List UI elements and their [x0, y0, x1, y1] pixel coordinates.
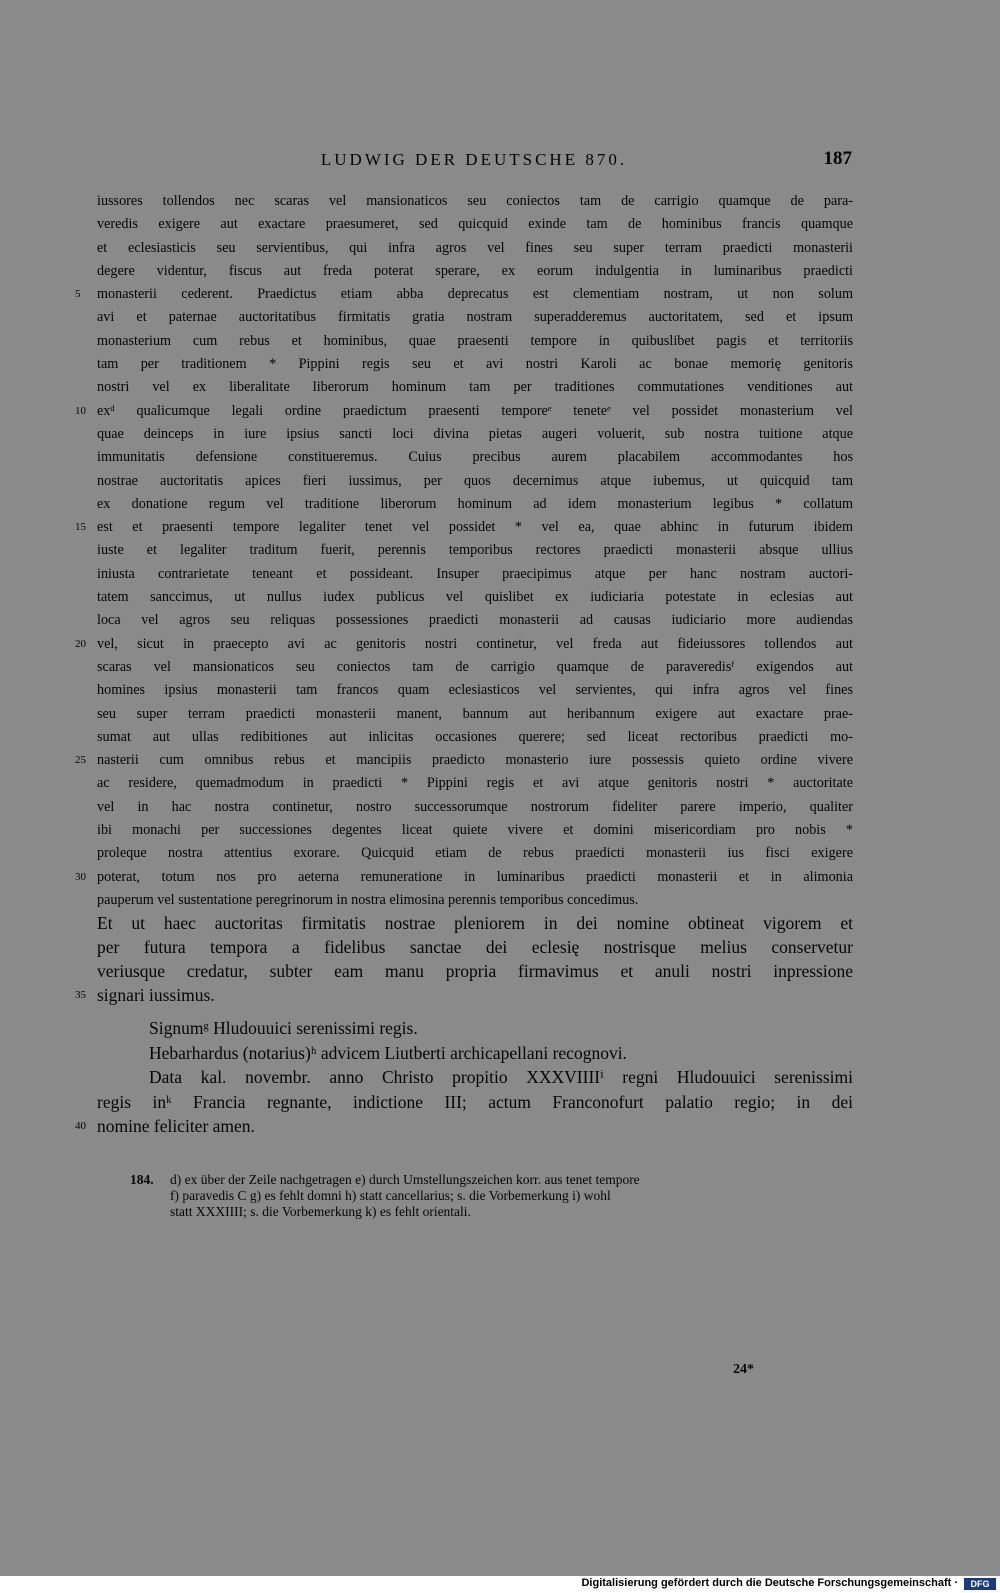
- dfg-logo: DFG: [964, 1578, 996, 1590]
- corroboration-line: [97, 936, 853, 960]
- text-line: [97, 330, 853, 353]
- text-line: [75, 516, 853, 539]
- text-line: [97, 819, 853, 842]
- corroboration-line-content: signari iussimus.: [97, 984, 215, 1005]
- text-line: [97, 470, 853, 493]
- text-line: [97, 260, 853, 283]
- text-line-content: sumat aut ullas redibitiones aut inlicitas occasiones querere; sed liceat rectoribus praedicti mo-: [97, 728, 853, 745]
- text-line-content: iussores tollendos nec scaras vel mansionaticos seu coniectos tam de carrigio quamque de para-: [97, 193, 853, 209]
- text-line-content: nasterii cum omnibus rebus et mancipiis praedicto monasterio iure possessis quieto ordine vivere: [97, 752, 853, 769]
- funding-banner: [0, 1576, 1000, 1593]
- text-line-content: immunitatis defensione constitueremus. Cuius precibus aurem placabilem accommodantes hos: [97, 449, 853, 466]
- text-line-content: tam per traditionem * Pippini regis seu et avi nostri Karoli ac bonae memorię genitoris: [97, 356, 853, 373]
- text-line-content: quae deinceps in iure ipsius sancti loci divina pietas augeri voluerit, sub nostra tuitione atque: [97, 425, 853, 442]
- text-line-content: proleque nostra attentius exorare. Quicquid etiam de rebus praedicti monasterii ius fisci exigere: [97, 845, 853, 862]
- text-line-content: pauperum vel sustentatione peregrinorum in nostra elimosina perennis temporibus concedimus.: [97, 891, 639, 908]
- text-line-content: nostrae auctoritatis apices fieri iussimus, per quos decernimus atque iubemus, ut quicquid tam: [97, 472, 853, 489]
- line-number: 20: [75, 637, 86, 650]
- running-title: LUDWIG DER DEUTSCHE 870.: [320, 150, 628, 169]
- text-line: [97, 703, 853, 726]
- line-number: 10: [75, 404, 86, 417]
- signature-block: [75, 1016, 853, 1139]
- text-line-content: et eclesiasticis seu servientibus, qui infra agros vel fines seu super terram praedicti monasterii: [97, 239, 853, 256]
- text-line: [97, 563, 853, 586]
- footnote-text: f) paravedis C g) es fehlt domni h) statt cancellarius; s. die Vorbemerkung i) wohl: [170, 1188, 611, 1203]
- text-line-content: poterat, totum nos pro aeterna remuneratione in luminaribus praedicti monasterii et in alimonia: [97, 868, 853, 885]
- corroboration-line: [97, 960, 853, 984]
- footnote-document-number: 184.: [130, 1172, 154, 1187]
- text-line: [97, 213, 853, 236]
- text-line: [97, 772, 853, 795]
- text-line: [97, 237, 853, 260]
- text-line-content: degere videntur, fiscus aut freda poterat sperare, ex eorum indulgentia in luminaribus praedicti: [97, 262, 853, 279]
- line-number: 30: [75, 870, 86, 883]
- text-line: [97, 493, 853, 516]
- text-line-content: seu super terram praedicti monasterii manent, bannum aut heribannum exigere aut exactare prae-: [97, 705, 853, 722]
- footnote-row: [130, 1172, 854, 1188]
- corroboration-line-content: veriusque credatur, subter eam manu propria firmavimus et anuli nostri inpressione: [97, 960, 853, 981]
- text-line: [97, 679, 853, 702]
- text-line-content: ibi monachi per successiones degentes liceat quiete vivere et domini misericordiam pro nobis *: [97, 822, 853, 839]
- text-line: [97, 190, 853, 213]
- text-line: [97, 539, 853, 562]
- corroboration-line-content: per futura tempora a fidelibus sanctae dei eclesię nostrisque melius conservetur: [97, 937, 853, 957]
- footnote-row: [130, 1188, 854, 1204]
- footnote-row: [130, 1204, 854, 1220]
- line-number: 40: [75, 1120, 86, 1132]
- text-line: [97, 353, 853, 376]
- line-number: 5: [75, 288, 81, 301]
- text-line: [97, 726, 853, 749]
- text-line-content: avi et paternae auctoritatibus firmitatis gratia nostram superadderemus auctoritatem, sed et ipsum: [97, 309, 853, 326]
- footnote-text: statt XXXIIII; s. die Vorbemerkung k) es fehlt orientali.: [170, 1204, 471, 1219]
- charter-text: [75, 190, 853, 1007]
- text-line-content: monasterii cederent. Praedictus etiam abba deprecatus est clementiam nostram, ut non solum: [97, 286, 853, 303]
- text-line-content: ac residere, quemadmodum in praedicti * Pippini regis et avi atque genitoris nostri * auctoritate: [97, 775, 853, 792]
- text-line-content: iniusta contrarietate teneant et possideant. Insuper praecipimus atque per hanc nostram auctori-: [97, 565, 853, 582]
- text-line-content: vel in hac nostra continetur, nostro successorumque nostrorum fideliter parere imperio, qualiter: [97, 798, 853, 815]
- printer-signature-mark: 24*: [733, 1362, 754, 1377]
- dating-line-3: [75, 1114, 853, 1139]
- text-line: [97, 656, 853, 679]
- text-line: [75, 283, 853, 306]
- text-line: [97, 306, 853, 329]
- text-line: [75, 400, 853, 423]
- text-line-content: veredis exigere aut exactare praesumeret, sed quicquid exinde tam de hominibus francis quamque: [97, 216, 853, 233]
- corroboration-line: [75, 984, 853, 1008]
- text-line-content: est et praesenti tempore legaliter tenet vel possidet * vel ea, quae abhinc in futurum ibidem: [97, 519, 853, 536]
- text-line-content: nostri vel ex liberalitate liberorum hominum tam per traditiones commutationes venditiones aut: [97, 379, 853, 396]
- text-line-content: homines ipsius monasterii tam francos quam eclesiasticos vel servientes, qui infra agros vel fines: [97, 682, 853, 699]
- running-header: [96, 146, 852, 176]
- text-line-content: scaras vel mansionaticos seu coniectos tam de carrigio quamque de paraveredisᶠ exigendos aut: [97, 658, 853, 675]
- corroboration-line-content: Et ut haec auctoritas firmitatis nostrae pleniorem in dei nomine obtineat vigorem et: [97, 913, 853, 934]
- text-line: [75, 749, 853, 772]
- line-number: 25: [75, 754, 86, 767]
- corroboration-line: [97, 912, 853, 936]
- text-line-content: ex donatione regum vel traditione liberorum hominum ad idem monasterium legibus * collatum: [97, 495, 853, 512]
- footnote-text: d) ex über der Zeile nachgetragen e) durch Umstellungszeichen korr. aus tenet tempore: [170, 1172, 640, 1187]
- text-line-content: exᵈ qualicumque legali ordine praedictum praesenti temporeᵉ teneteᵉ vel possidet monasterium vel: [97, 402, 853, 419]
- text-line: [97, 376, 853, 399]
- text-line: [75, 866, 853, 889]
- text-line-content: loca vel agros seu reliquas possessiones praedicti monasterii ad causas iudiciario more audiendas: [97, 612, 853, 629]
- text-line-content: tatem sanccimus, ut nullus iudex publicus vel quislibet ex iudiciaria potestate in eclesias aut: [97, 589, 853, 606]
- page-number: 187: [823, 148, 852, 169]
- text-line: [97, 586, 853, 609]
- text-line: [97, 889, 853, 912]
- text-line: [97, 423, 853, 446]
- text-line-content: iuste et legaliter traditum fuerit, perennis temporibus rectores praedicti monasterii absque ullius: [97, 542, 853, 559]
- text-line: [75, 633, 853, 656]
- text-line-content: monasterium cum rebus et hominibus, quae praesenti tempore in quibuslibet pagis et territoriis: [97, 332, 853, 349]
- funding-text: Digitalisierung gefördert durch die Deutsche Forschungsgemeinschaft ·: [581, 1577, 958, 1589]
- text-line: [97, 609, 853, 632]
- recognition-line: Hebarhardus (notarius)ʰ advicem Liutberti archicapellani recognovi.: [149, 1042, 627, 1063]
- dating-line-2: regis inᵏ Francia regnante, indictione III; actum Franconofurt palatio regio; in dei: [97, 1091, 853, 1112]
- line-number: 15: [75, 521, 86, 534]
- text-line-content: vel, sicut in praecepto avi ac genitoris nostri continetur, vel freda aut fideiussores tollendos aut: [97, 635, 853, 652]
- line-number: 35: [75, 988, 86, 1001]
- text-line: [97, 446, 853, 469]
- text-line: [97, 796, 853, 819]
- signum-line: Signumᵍ Hludouuici serenissimi regis.: [149, 1018, 418, 1038]
- dating-line-1: Data kal. novembr. anno Christo propitio XXXVIIIIⁱ regni Hludouuici serenissimi: [149, 1067, 853, 1087]
- footnotes: [130, 1172, 854, 1220]
- dating-line-3-text: nomine feliciter amen.: [97, 1116, 255, 1136]
- text-line: [97, 842, 853, 865]
